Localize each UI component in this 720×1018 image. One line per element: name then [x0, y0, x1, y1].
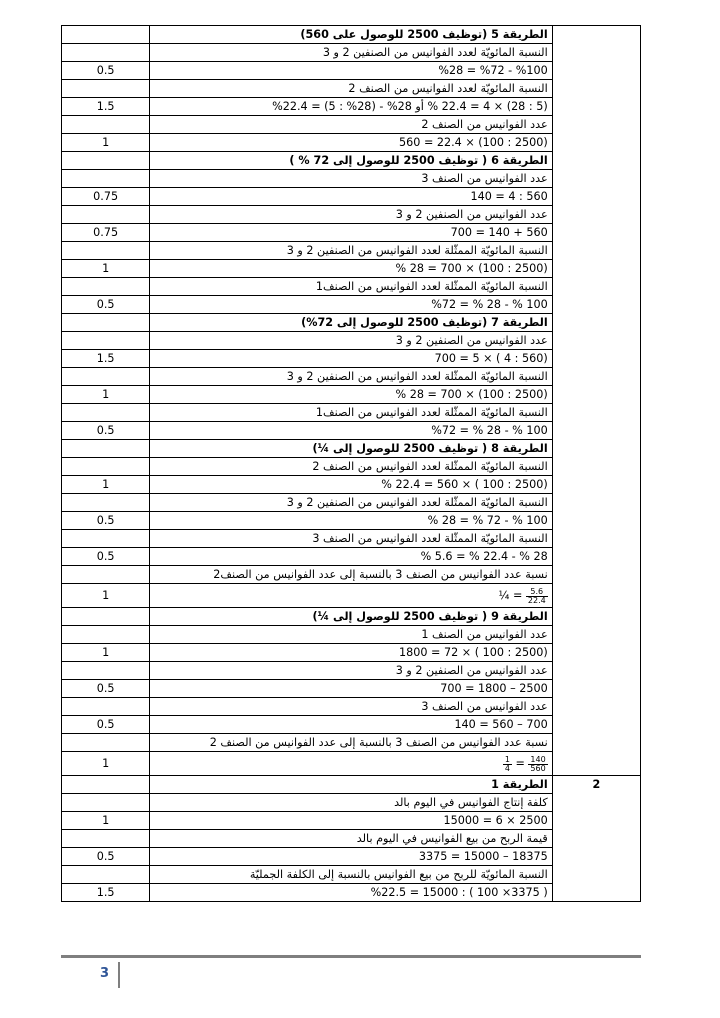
points-cell: 1 [62, 134, 150, 152]
points-cell [62, 608, 150, 626]
numerator: 5.6 [526, 588, 548, 597]
answer-content: النسبة المائويّة الممثّلة لعدد الفوانيس من الصنفين 2 و 3 [150, 242, 552, 260]
answer-content: النسبة المائويّة الممثّلة لعدد الفوانيس من الصنف1 [150, 278, 552, 296]
answer-content: 140 = 4 : 560 [150, 188, 552, 206]
answer-content: 140 = 560 – 700 [150, 716, 552, 734]
points-cell: 0.75 [62, 224, 150, 242]
points-cell [62, 776, 150, 794]
points-cell: 1 [62, 812, 150, 830]
answer-content: عدد الفوانيس من الصنفين 2 و 3 [150, 662, 552, 680]
method-heading-row [62, 776, 641, 794]
answer-content: النسبة المائويّة الممثّلة لعدد الفوانيس من الصنف 3 [150, 530, 552, 548]
answer-content: 1800 = 72 × ( 100 : 2500) [150, 644, 552, 662]
points-cell [62, 866, 150, 884]
answer-content: 700 = 140 + 560 [150, 224, 552, 242]
question-number-cell: 2 [552, 776, 640, 902]
points-cell [62, 662, 150, 680]
points-cell [62, 26, 150, 44]
answer-content: 560 = 22.4 × (100 : 2500) [150, 134, 552, 152]
points-cell [62, 734, 150, 752]
points-cell [62, 626, 150, 644]
answer-content: النسبة المائويّة لعدد الفوانيس من الصنفين 2 و 3 [150, 44, 552, 62]
answer-content: 700 = 5 × ( 4 : 560) [150, 350, 552, 368]
answer-content: النسبة المائويّة الممثّلة لعدد الفوانيس من الصنف1 [150, 404, 552, 422]
footer-rule [61, 955, 641, 958]
points-cell [62, 440, 150, 458]
answer-content: % 28 = 700 × (100 : 2500) [150, 260, 552, 278]
answer-content: عدد الفوانيس من الصنف 3 [150, 170, 552, 188]
method-heading: الطريقة 8 ( توظيف 2500 للوصول إلى ¼) [150, 440, 552, 458]
fraction-equation: $\frac{1}{4}$ = $\frac{140}{560}$ [504, 754, 546, 773]
numerator: 140 [530, 754, 546, 764]
method-heading: الطريقة 1 [150, 776, 552, 794]
numerator: 1 [504, 754, 510, 764]
points-cell: 1 [62, 476, 150, 494]
question-number-cell [552, 26, 640, 776]
answer-content: قيمة الربح من بيع الفوانيس في اليوم بالد [150, 830, 552, 848]
points-cell: 1.5 [62, 98, 150, 116]
points-cell: 0.5 [62, 548, 150, 566]
points-cell: 0.75 [62, 188, 150, 206]
denominator: 560 [530, 763, 546, 773]
points-cell: 0.5 [62, 62, 150, 80]
answer-content: النسبة المائويّة لعدد الفوانيس من الصنف 2 [150, 80, 552, 98]
answer-content: النسبة المائويّة للربح من بيع الفوانيس بالنسبة إلى الكلفة الجمليّة [150, 866, 552, 884]
points-cell [62, 494, 150, 512]
answer-content: 3375 = 15000 – 18375 [150, 848, 552, 866]
answer-content: % 22.4 = 560 × ( 100 : 2500) [150, 476, 552, 494]
points-cell [62, 242, 150, 260]
method-heading: الطريقة 6 ( توظيف 2500 للوصول إلى 72 % ) [150, 152, 552, 170]
fraction-expression [499, 584, 548, 607]
points-cell [62, 404, 150, 422]
fraction [503, 756, 512, 773]
fraction [528, 756, 547, 773]
method-heading: الطريقة 7 (توظيف 2500 للوصول إلى 72%) [150, 314, 552, 332]
points-cell [62, 530, 150, 548]
points-cell: 1 [62, 260, 150, 278]
answer-content: (5 : 28) × 4 = 22.4 % أو 28% - (28% : 5) = 22.4% [150, 98, 552, 116]
points-cell [62, 278, 150, 296]
points-cell [62, 206, 150, 224]
points-cell: 1 [62, 386, 150, 404]
points-cell: 1.5 [62, 350, 150, 368]
answer-content: 700 = 1800 – 2500 [150, 680, 552, 698]
answer-content: %72 = % 28 - % 100 [150, 296, 552, 314]
answer-content: النسبة المائويّة الممثّلة لعدد الفوانيس من الصنف 2 [150, 458, 552, 476]
answer-content: % 28 = % 72 - % 100 [150, 512, 552, 530]
answer-content: عدد الفوانيس من الصنفين 2 و 3 [150, 332, 552, 350]
points-cell: 0.5 [62, 422, 150, 440]
points-cell [62, 116, 150, 134]
answer-content: عدد الفوانيس من الصنف 2 [150, 116, 552, 134]
grading-table [61, 25, 641, 902]
points-cell: 0.5 [62, 296, 150, 314]
points-cell: 1 [62, 644, 150, 662]
footer-divider [118, 962, 120, 988]
points-cell: 0.5 [62, 848, 150, 866]
answer-content: نسبة عدد الفوانيس من الصنف 3 بالنسبة إلى عدد الفوانيس من الصنف2 [150, 566, 552, 584]
method-heading: الطريقة 5 (توظيف 2500 للوصول على 560) [150, 26, 552, 44]
points-cell: 0.5 [62, 512, 150, 530]
answer-content: %72 = % 28 - % 100 [150, 422, 552, 440]
points-cell [62, 830, 150, 848]
points-cell [62, 458, 150, 476]
answer-content: النسبة المائويّة الممثّلة لعدد الفوانيس من الصنفين 2 و 3 [150, 368, 552, 386]
method-heading-row [62, 26, 641, 44]
points-cell: 0.5 [62, 680, 150, 698]
answer-content [150, 752, 552, 776]
points-cell [62, 152, 150, 170]
answer-content: %22.5 = 15000 : ( 100 ×3375 ) [150, 884, 552, 902]
fraction-prefix: ¼ = [498, 589, 523, 602]
points-cell [62, 332, 150, 350]
points-cell: 1.5 [62, 884, 150, 902]
denominator: 4 [504, 763, 510, 773]
points-cell: 1 [62, 584, 150, 608]
points-cell [62, 314, 150, 332]
points-cell: 0.5 [62, 716, 150, 734]
answer-content: النسبة المائويّة الممثّلة لعدد الفوانيس من الصنفين 2 و 3 [150, 494, 552, 512]
points-cell [62, 170, 150, 188]
answer-content: عدد الفوانيس من الصنف 1 [150, 626, 552, 644]
answer-content: %28 = %72 - %100 [150, 62, 552, 80]
denominator: 22.4 [527, 595, 546, 605]
points-cell [62, 368, 150, 386]
answer-content: عدد الفوانيس من الصنف 3 [150, 698, 552, 716]
points-cell [62, 566, 150, 584]
answer-content: 15000 = 6 × 2500 [150, 812, 552, 830]
points-cell [62, 44, 150, 62]
points-cell [62, 698, 150, 716]
points-cell [62, 794, 150, 812]
fraction [526, 588, 548, 605]
answer-content: كلفة إنتاج الفوانيس في اليوم بالد [150, 794, 552, 812]
answer-content: % 28 = 700 × (100 : 2500) [150, 386, 552, 404]
method-heading: الطريقة 9 ( توظيف 2500 للوصول إلى ¼) [150, 608, 552, 626]
answer-content: نسبة عدد الفوانيس من الصنف 3 بالنسبة إلى عدد الفوانيس من الصنف 2 [150, 734, 552, 752]
answer-content: % 5.6 = % 22.4 - % 28 [150, 548, 552, 566]
points-cell [62, 80, 150, 98]
answer-content [150, 584, 552, 608]
answer-content: عدد الفوانيس من الصنفين 2 و 3 [150, 206, 552, 224]
page-number: 3 [100, 966, 110, 981]
points-cell: 1 [62, 752, 150, 776]
